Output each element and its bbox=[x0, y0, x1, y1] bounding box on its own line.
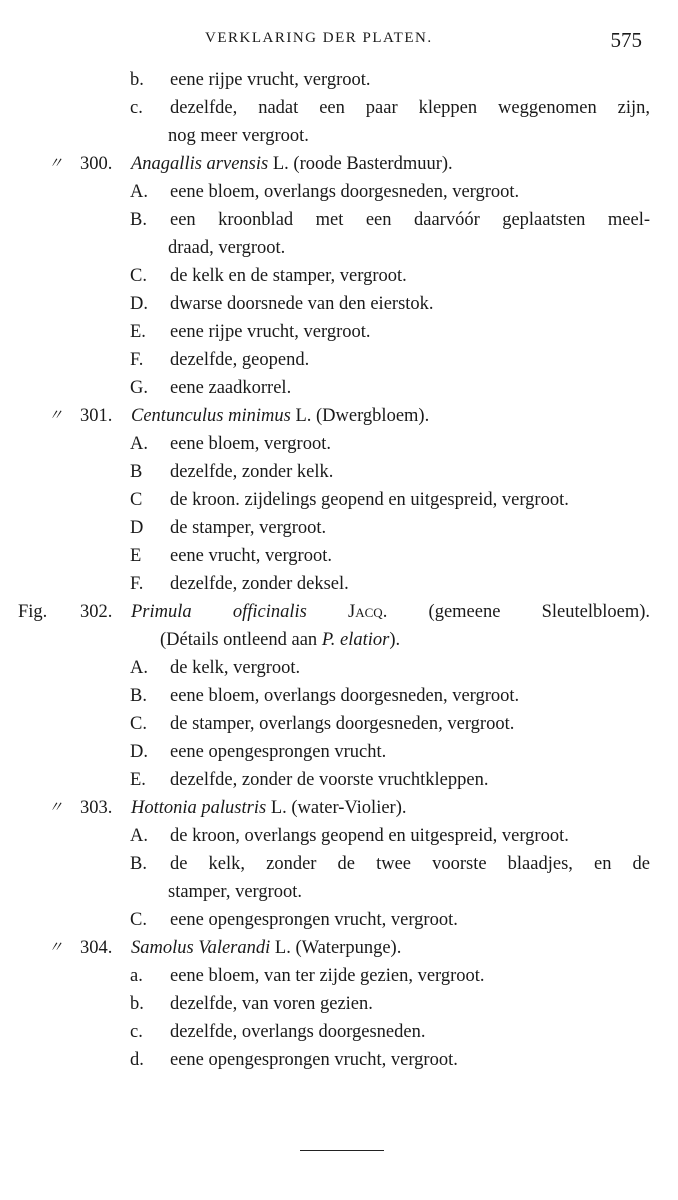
figure-heading bbox=[0, 598, 678, 626]
page-header bbox=[0, 28, 678, 54]
species-name: Hottonia palustris bbox=[131, 798, 267, 818]
item-text: een kroonblad met een daarvóór geplaatsten meel- bbox=[170, 210, 650, 230]
item-text: de stamper, vergroot. bbox=[170, 518, 327, 538]
note-text: (Détails ontleend aan bbox=[160, 630, 318, 650]
legend-item bbox=[0, 850, 678, 878]
item-text: dezelfde, nadat een paar kleppen weggenomen zijn, bbox=[170, 98, 650, 118]
legend-item bbox=[0, 94, 678, 122]
item-letter: D bbox=[130, 518, 144, 538]
continuation-line bbox=[0, 878, 678, 906]
legend-item bbox=[0, 542, 678, 570]
item-letter: B bbox=[130, 462, 143, 482]
item-text: de stamper, overlangs doorgesneden, vergroot. bbox=[170, 714, 515, 734]
item-text: dezelfde, zonder kelk. bbox=[170, 462, 334, 482]
item-text: dezelfde, overlangs doorgesneden. bbox=[170, 1022, 426, 1042]
note-text: ). bbox=[389, 630, 401, 650]
fig-label: Fig. bbox=[18, 602, 48, 622]
running-title: VERKLARING DER PLATEN. bbox=[205, 30, 433, 46]
item-letter: C. bbox=[130, 714, 147, 734]
item-letter: B. bbox=[130, 854, 147, 874]
legend-item bbox=[0, 66, 678, 94]
common-name: (roode Basterdmuur). bbox=[293, 154, 453, 174]
species-name: Centunculus minimus bbox=[131, 406, 291, 426]
figure-heading bbox=[0, 402, 678, 430]
item-text: eene opengesprongen vrucht, vergroot. bbox=[170, 1050, 458, 1070]
item-letter: C. bbox=[130, 266, 147, 286]
item-text: eene bloem, vergroot. bbox=[170, 434, 331, 454]
item-text: stamper, vergroot. bbox=[168, 882, 303, 902]
item-text: de kelk, vergroot. bbox=[170, 658, 301, 678]
figure-number: 304. bbox=[80, 938, 113, 958]
item-text: draad, vergroot. bbox=[168, 238, 286, 258]
figure-heading bbox=[0, 934, 678, 962]
continuation-line bbox=[0, 122, 678, 150]
figure-number: 301. bbox=[80, 406, 113, 426]
legend-item bbox=[0, 962, 678, 990]
page-number: 575 bbox=[610, 28, 642, 52]
author-abbrev: Jacq. bbox=[348, 602, 388, 622]
item-text: eene rijpe vrucht, vergroot. bbox=[170, 322, 371, 342]
legend-item bbox=[0, 486, 678, 514]
item-letter: c. bbox=[130, 98, 143, 118]
figure-title bbox=[131, 150, 453, 178]
figure-number: 303. bbox=[80, 798, 113, 818]
species-name: Primula officinalis bbox=[131, 602, 307, 622]
legend-item bbox=[0, 514, 678, 542]
figure-title bbox=[131, 934, 401, 962]
legend-item bbox=[0, 290, 678, 318]
common-name: (water-Violier). bbox=[291, 798, 407, 818]
item-letter: a. bbox=[130, 966, 143, 986]
item-letter: B. bbox=[130, 210, 147, 230]
common-name: (Waterpunge). bbox=[295, 938, 402, 958]
item-letter: A. bbox=[130, 434, 148, 454]
ditto-mark: 〃 bbox=[48, 940, 64, 956]
continuation-line bbox=[0, 234, 678, 262]
common-name: (gemeene Sleutelbloem). bbox=[428, 602, 651, 622]
item-text: de kroon. zijdelings geopend en uitgespreid, vergroot. bbox=[170, 490, 569, 510]
legend-item bbox=[0, 654, 678, 682]
legend-item bbox=[0, 990, 678, 1018]
item-letter: b. bbox=[130, 70, 144, 90]
species-name: Anagallis arvensis bbox=[131, 154, 269, 174]
legend-item bbox=[0, 682, 678, 710]
item-letter: E bbox=[130, 546, 142, 566]
figure-title bbox=[131, 794, 407, 822]
figure-title bbox=[131, 402, 429, 430]
legend-item bbox=[0, 178, 678, 206]
figure-heading bbox=[0, 794, 678, 822]
item-text: dezelfde, geopend. bbox=[170, 350, 310, 370]
legend-item bbox=[0, 570, 678, 598]
item-text: eene bloem, overlangs doorgesneden, vergroot. bbox=[170, 686, 520, 706]
figure-heading bbox=[0, 150, 678, 178]
figure-number: 300. bbox=[80, 154, 113, 174]
item-text: eene opengesprongen vrucht. bbox=[170, 742, 387, 762]
item-letter: E. bbox=[130, 770, 146, 790]
item-text: nog meer vergroot. bbox=[168, 126, 309, 146]
item-letter: A. bbox=[130, 182, 148, 202]
legend-item bbox=[0, 1046, 678, 1074]
item-text: de kelk en de stamper, vergroot. bbox=[170, 266, 407, 286]
author-abbrev: L. bbox=[272, 154, 289, 174]
ditto-mark: 〃 bbox=[48, 408, 64, 424]
legend-item bbox=[0, 262, 678, 290]
item-letter: D. bbox=[130, 294, 148, 314]
legend-item bbox=[0, 710, 678, 738]
item-letter: G. bbox=[130, 378, 148, 398]
figure-number: 302. bbox=[80, 602, 113, 622]
item-letter: A. bbox=[130, 826, 148, 846]
item-text: dezelfde, zonder de voorste vruchtkleppen. bbox=[170, 770, 489, 790]
legend-item bbox=[0, 458, 678, 486]
item-text: eene zaadkorrel. bbox=[170, 378, 292, 398]
legend-item bbox=[0, 822, 678, 850]
common-name: (Dwergbloem). bbox=[316, 406, 430, 426]
item-letter: B. bbox=[130, 686, 147, 706]
figure-title bbox=[131, 598, 650, 626]
item-text: dwarse doorsnede van den eierstok. bbox=[170, 294, 434, 314]
item-letter: F. bbox=[130, 350, 144, 370]
author-abbrev: L. bbox=[295, 406, 312, 426]
legend-item bbox=[0, 766, 678, 794]
figure-note bbox=[0, 626, 678, 654]
details-note bbox=[160, 626, 400, 654]
item-letter: b. bbox=[130, 994, 144, 1014]
item-letter: F. bbox=[130, 574, 144, 594]
item-text: dezelfde, zonder deksel. bbox=[170, 574, 349, 594]
item-letter: C bbox=[130, 490, 143, 510]
item-text: dezelfde, van voren gezien. bbox=[170, 994, 373, 1014]
end-rule bbox=[300, 1150, 384, 1151]
species-name: P. elatior bbox=[321, 630, 390, 650]
species-name: Samolus Valerandi bbox=[131, 938, 271, 958]
legend-item bbox=[0, 738, 678, 766]
legend-item bbox=[0, 906, 678, 934]
item-letter: E. bbox=[130, 322, 146, 342]
item-text: de kelk, zonder de twee voorste blaadjes, en de bbox=[170, 854, 650, 874]
item-text: eene rijpe vrucht, vergroot. bbox=[170, 70, 371, 90]
ditto-mark: 〃 bbox=[48, 800, 64, 816]
ditto-mark: 〃 bbox=[48, 156, 64, 172]
legend-item bbox=[0, 374, 678, 402]
item-text: eene bloem, overlangs doorgesneden, vergroot. bbox=[170, 182, 520, 202]
author-abbrev: L. bbox=[270, 798, 287, 818]
legend-item bbox=[0, 318, 678, 346]
legend-item bbox=[0, 346, 678, 374]
legend-item bbox=[0, 206, 678, 234]
item-text: de kroon, overlangs geopend en uitgespreid, vergroot. bbox=[170, 826, 569, 846]
item-letter: d. bbox=[130, 1050, 144, 1070]
item-text: eene vrucht, vergroot. bbox=[170, 546, 332, 566]
item-text: eene bloem, van ter zijde gezien, vergroot. bbox=[170, 966, 485, 986]
item-letter: D. bbox=[130, 742, 148, 762]
legend-item bbox=[0, 1018, 678, 1046]
legend-item bbox=[0, 430, 678, 458]
plate-explanations bbox=[0, 66, 678, 1074]
item-letter: A. bbox=[130, 658, 148, 678]
item-letter: c. bbox=[130, 1022, 143, 1042]
item-text: eene opengesprongen vrucht, vergroot. bbox=[170, 910, 458, 930]
author-abbrev: L. bbox=[274, 938, 291, 958]
item-letter: C. bbox=[130, 910, 147, 930]
